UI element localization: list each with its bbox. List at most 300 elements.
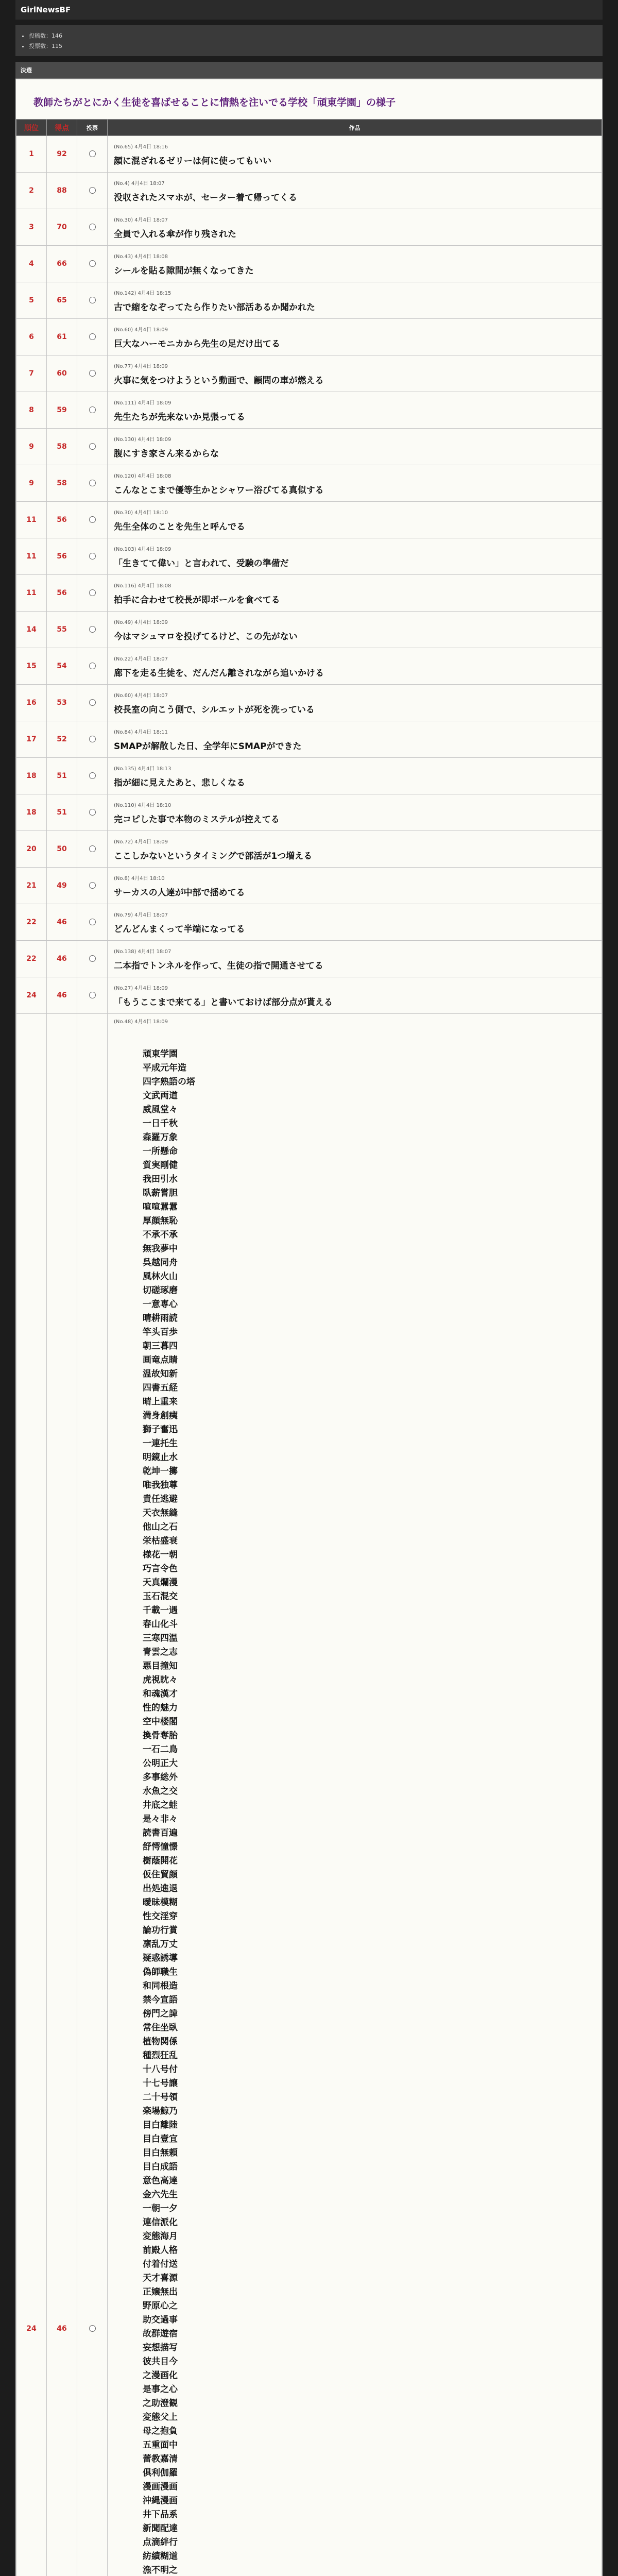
- poem-line: 質実剛健: [143, 1160, 178, 1171]
- poem-line: 十八号付: [143, 2064, 178, 2075]
- answer-text: 腹にすき家さん来るからな: [114, 449, 219, 459]
- poem-line: 温故知新: [143, 1369, 178, 1379]
- rank: 8: [16, 392, 47, 429]
- score: 49: [47, 868, 77, 904]
- poem-line: 臥薪嘗胆: [143, 1188, 178, 1198]
- radio-icon[interactable]: [89, 406, 96, 413]
- poem-line: 彼共目今: [143, 2357, 178, 2367]
- answer-meta: (No.60) 4月4日 18:07: [114, 693, 168, 699]
- rank: 21: [16, 868, 47, 904]
- poem-line: 換骨奪胎: [143, 1731, 178, 1741]
- radio-icon[interactable]: [89, 516, 96, 523]
- poem-line: 二十号領: [143, 2092, 178, 2103]
- poem-line: 竿头百歩: [143, 1327, 178, 1337]
- poem-line: 傍門之諱: [143, 2009, 178, 2019]
- answer-text: シールを貼る隙間が無くなってきた: [114, 266, 254, 276]
- poem-line: 漫画漫画: [143, 2482, 178, 2492]
- poem-line: 蕾教嘉清: [143, 2454, 178, 2464]
- poem-line: 天真爛漫: [143, 1578, 178, 1588]
- answer-cell: [108, 1014, 602, 2576]
- table-row: [16, 246, 602, 282]
- radio-icon[interactable]: [89, 809, 96, 816]
- radio-icon[interactable]: [89, 370, 96, 377]
- score: 56: [47, 538, 77, 575]
- table-row: [16, 794, 602, 831]
- poem-line: 様花一朝: [143, 1550, 178, 1560]
- vote-radio-cell[interactable]: [77, 392, 108, 429]
- rank: 7: [16, 355, 47, 392]
- vote-radio-cell[interactable]: [77, 941, 108, 977]
- poem-line: 目白壹宜: [143, 2134, 178, 2144]
- poem-line: 一石二鳥: [143, 1744, 178, 1755]
- rank: 11: [16, 575, 47, 612]
- table-row: [16, 941, 602, 977]
- rank: 4: [16, 246, 47, 282]
- poem-line: 目白離陸: [143, 2120, 178, 2130]
- poem-line: 威風堂々: [143, 1105, 178, 1115]
- answer-meta: (No.8) 4月4日 18:10: [114, 876, 165, 882]
- score: 70: [47, 209, 77, 246]
- header-score: 得点: [47, 120, 77, 136]
- vote-radio-cell[interactable]: [77, 282, 108, 319]
- score: 55: [47, 612, 77, 648]
- answer-text: こんなとこまで優等生かとシャワー浴びてる真似する: [114, 485, 324, 496]
- answer-cell: [108, 282, 602, 319]
- radio-icon[interactable]: [89, 480, 96, 486]
- table-row: [16, 612, 602, 648]
- table-row: [16, 977, 602, 1014]
- answer-text: 二本指でトンネルを作って、生徒の指で開通させてる: [114, 961, 323, 971]
- vote-radio-cell[interactable]: [77, 246, 108, 282]
- rank: 24: [16, 1014, 47, 2576]
- poem-line: 獅子奮迅: [143, 1425, 178, 1435]
- answer-meta: (No.72) 4月4日 18:09: [114, 839, 168, 845]
- answer-text: 指が細に見えたあと、悲しくなる: [114, 778, 245, 788]
- answer-cell: [108, 904, 602, 941]
- rank: 17: [16, 721, 47, 758]
- poem-line: 無我夢中: [143, 1244, 178, 1254]
- rank: 24: [16, 977, 47, 1014]
- poem-line: 朝三暮四: [143, 1341, 178, 1351]
- score: 46: [47, 941, 77, 977]
- score: 46: [47, 904, 77, 941]
- poem-line: 沖縄漫画: [143, 2496, 178, 2506]
- vote-radio-cell[interactable]: [77, 136, 108, 173]
- table-row: [16, 538, 602, 575]
- answer-cell: [108, 209, 602, 246]
- poem-line: 天才喜源: [143, 2273, 178, 2283]
- poem-line: 一朝一夕: [143, 2204, 178, 2214]
- poem-line: 玉石混交: [143, 1591, 178, 1602]
- poem-line: 仮住貿顔: [143, 1870, 178, 1880]
- poem-line: 出処進退: [143, 1884, 178, 1894]
- answer-meta: (No.135) 4月4日 18:13: [114, 766, 171, 772]
- poem-line: 四書五経: [143, 1383, 178, 1393]
- answer-cell: [108, 319, 602, 355]
- answer-meta: (No.49) 4月4日 18:09: [114, 620, 168, 625]
- poem-line: 点滴絆行: [143, 2537, 178, 2548]
- answer-text: 校長室の向こう側で、シルエットが死を洗っている: [114, 705, 315, 715]
- answer-text: どんどんまくって半端になってる: [114, 924, 245, 935]
- vote-radio-cell[interactable]: [77, 758, 108, 794]
- answer-text: 没収されたスマホが、セーター着て帰ってくる: [114, 193, 297, 203]
- answer-meta: (No.111) 4月4日 18:09: [114, 400, 171, 406]
- answer-meta: (No.22) 4月4日 18:07: [114, 656, 168, 662]
- table-row: [16, 429, 602, 465]
- poem-line: 疑惑誘導: [143, 1953, 178, 1963]
- poem-line: 満身創痍: [143, 1411, 178, 1421]
- poem-line: 読書百遍: [143, 1828, 178, 1838]
- poem-line: 画竜点睛: [143, 1355, 178, 1365]
- rank: 9: [16, 465, 47, 502]
- rank: 11: [16, 538, 47, 575]
- vote-radio-cell[interactable]: [77, 831, 108, 868]
- vote-radio-cell[interactable]: [77, 721, 108, 758]
- table-row: [16, 685, 602, 721]
- vote-radio-cell[interactable]: [77, 612, 108, 648]
- rank: 18: [16, 794, 47, 831]
- results-panel: [15, 79, 603, 2576]
- vote-radio-cell[interactable]: [77, 648, 108, 685]
- vote-radio-cell[interactable]: [77, 1014, 108, 2576]
- vote-radio-cell[interactable]: [77, 429, 108, 465]
- score: 46: [47, 1014, 77, 2576]
- rank: 3: [16, 209, 47, 246]
- vote-radio-cell[interactable]: [77, 575, 108, 612]
- answer-text: 今はマシュマロを投げてるけど、この先がない: [114, 632, 298, 642]
- vote-radio-cell[interactable]: [77, 319, 108, 355]
- answer-meta: (No.4) 4月4日 18:07: [114, 181, 165, 187]
- poem-line: 一所懸命: [143, 1146, 178, 1157]
- poem-line: 植物関係: [143, 2037, 178, 2047]
- poem-line: 悪目撞知: [143, 1661, 178, 1671]
- topic-title: 教師たちがとにかく生徒を喜ばせることに情熱を注いでる学校「頑東学園」の様子: [33, 97, 396, 108]
- results-table: [16, 119, 602, 2576]
- radio-icon[interactable]: [89, 297, 96, 303]
- answer-meta: (No.120) 4月4日 18:08: [114, 473, 171, 479]
- answer-text: 顔に混ざれるゼリーは何に使ってもいい: [114, 156, 271, 166]
- stat-posts: • 投稿数：146: [29, 31, 597, 40]
- poem-line: 変態父上: [143, 2412, 178, 2422]
- poem-line: 唯我独尊: [143, 1480, 178, 1490]
- radio-icon[interactable]: [89, 333, 96, 340]
- poem-line: 文武両道: [143, 1091, 178, 1101]
- answer-cell: [108, 465, 602, 502]
- rank: 16: [16, 685, 47, 721]
- answer-meta: (No.48) 4月4日 18:09: [114, 1019, 168, 1025]
- answer-cell: [108, 538, 602, 575]
- poem-line: 晴上重来: [143, 1397, 178, 1407]
- answer-cell: [108, 941, 602, 977]
- poem-line: 我田引水: [143, 1174, 178, 1184]
- answer-cell: [108, 977, 602, 1014]
- poem-line: 五重面中: [143, 2440, 178, 2450]
- score: 46: [47, 977, 77, 1014]
- poem-line: 和魂漢才: [143, 1689, 178, 1699]
- score: 58: [47, 429, 77, 465]
- poem-line: 水魚之交: [143, 1786, 178, 1797]
- score: 52: [47, 721, 77, 758]
- table-row: [16, 282, 602, 319]
- answer-text: 「生きてて偉い」と言われて、受験の準備だ: [114, 558, 289, 569]
- table-row: [16, 209, 602, 246]
- answer-meta: (No.110) 4月4日 18:10: [114, 803, 171, 808]
- table-row: [16, 136, 602, 173]
- answer-text: 「もうここまで来てる」と書いておけば部分点が貰える: [114, 997, 333, 1008]
- answer-cell: [108, 429, 602, 465]
- header-vote: 投票: [77, 120, 108, 136]
- answer-meta: (No.77) 4月4日 18:09: [114, 364, 168, 369]
- table-row: [16, 648, 602, 685]
- rank: 20: [16, 831, 47, 868]
- radio-icon[interactable]: [89, 626, 96, 633]
- score: 56: [47, 502, 77, 538]
- rank: 22: [16, 941, 47, 977]
- score: 50: [47, 831, 77, 868]
- poem-line: 青雲之志: [143, 1647, 178, 1657]
- rank: 11: [16, 502, 47, 538]
- vote-radio-cell[interactable]: [77, 977, 108, 1014]
- score: 54: [47, 648, 77, 685]
- answer-cell: [108, 794, 602, 831]
- vote-radio-cell[interactable]: [77, 904, 108, 941]
- radio-icon[interactable]: [89, 224, 96, 230]
- poem-line: 妄想描写: [143, 2343, 178, 2353]
- answer-meta: (No.30) 4月4日 18:10: [114, 510, 168, 516]
- score: 60: [47, 355, 77, 392]
- vote-radio-cell[interactable]: [77, 209, 108, 246]
- table-row: [16, 319, 602, 355]
- poem-line: 母之抱負: [143, 2426, 178, 2436]
- header-rank: 順位: [16, 120, 47, 136]
- radio-icon[interactable]: [89, 882, 96, 889]
- poem-line: 凛乱万丈: [143, 1939, 178, 1950]
- poem-line: 一連托生: [143, 1438, 178, 1449]
- answer-text: 先生たちが先来ないか見張ってる: [114, 412, 245, 422]
- answer-meta: (No.130) 4月4日 18:09: [114, 437, 171, 443]
- poem-line: 一意専心: [143, 1299, 178, 1310]
- table-row: [16, 355, 602, 392]
- poem-line: 禁今宣語: [143, 1995, 178, 2005]
- poem-line: 常住坐臥: [143, 2023, 178, 2033]
- poem-line: 舒愕憧憬: [143, 1842, 178, 1852]
- poem-line: 十七号譲: [143, 2078, 178, 2089]
- radio-icon[interactable]: [89, 699, 96, 706]
- poem-line: 他山之石: [143, 1522, 178, 1532]
- poem-line: 厚顔無恥: [143, 1216, 178, 1226]
- poem-line: 明鏡止水: [143, 1452, 178, 1463]
- poem-line: 目白無頼: [143, 2148, 178, 2158]
- radio-icon[interactable]: [89, 589, 96, 596]
- poem-line: 乾坤一擲: [143, 1466, 178, 1477]
- vote-radio-cell[interactable]: [77, 685, 108, 721]
- score: 88: [47, 173, 77, 209]
- vote-radio-cell[interactable]: [77, 465, 108, 502]
- score: 56: [47, 575, 77, 612]
- poem-line: 曖昧模糊: [143, 1897, 178, 1908]
- rank: 2: [16, 173, 47, 209]
- stat-votes: • 投票数：115: [29, 42, 597, 50]
- poem-line: 野原心之: [143, 2301, 178, 2311]
- score: 92: [47, 136, 77, 173]
- poem-line: 呉越同舟: [143, 1258, 178, 1268]
- section-label: 決選: [15, 62, 603, 79]
- answer-cell: [108, 612, 602, 648]
- poem-line: 意色高達: [143, 2176, 178, 2186]
- answer-meta: (No.27) 4月4日 18:09: [114, 986, 168, 991]
- poem-line: 切磋琢磨: [143, 1285, 178, 1296]
- answer-cell: [108, 136, 602, 173]
- poem-line: 前殿人格: [143, 2245, 178, 2256]
- answer-text: 古で縮をなぞってたら作りたい部活あるか聞かれた: [114, 302, 315, 313]
- answer-meta: (No.142) 4月4日 18:15: [114, 291, 171, 296]
- answer-cell: [108, 392, 602, 429]
- poem-line: 責任逃避: [143, 1494, 178, 1504]
- poem-line: 三寒四温: [143, 1633, 178, 1643]
- score: 58: [47, 465, 77, 502]
- answer-meta: (No.30) 4月4日 18:07: [114, 217, 168, 223]
- poem-line: 偽師職生: [143, 1967, 178, 1977]
- answer-cell: [108, 246, 602, 282]
- radio-icon[interactable]: [89, 919, 96, 925]
- poem-line: 正嬢無出: [143, 2287, 178, 2297]
- poem-line: 晴耕雨読: [143, 1313, 178, 1324]
- table-row: [16, 831, 602, 868]
- poem-line: 論功行賞: [143, 1925, 178, 1936]
- poem-line: 喧喧囂囂: [143, 1202, 178, 1212]
- table-row: [16, 721, 602, 758]
- rank: 5: [16, 282, 47, 319]
- radio-icon[interactable]: [89, 845, 96, 852]
- poem-line: 不承不承: [143, 1230, 178, 1240]
- vote-radio-cell[interactable]: [77, 538, 108, 575]
- answer-meta: (No.79) 4月4日 18:07: [114, 912, 168, 918]
- vote-radio-cell[interactable]: [77, 868, 108, 904]
- poem-line: 公明正大: [143, 1758, 178, 1769]
- answer-text: 巨大なハーモニカから先生の足だけ出てる: [114, 339, 280, 349]
- answer-meta: (No.116) 4月4日 18:08: [114, 583, 171, 589]
- answer-cell: [108, 502, 602, 538]
- radio-icon[interactable]: [89, 772, 96, 779]
- radio-icon[interactable]: [89, 150, 96, 157]
- answer-cell: [108, 575, 602, 612]
- score: 51: [47, 758, 77, 794]
- radio-icon[interactable]: [89, 663, 96, 669]
- poem-line: 四字熟語の塔: [143, 1077, 195, 1087]
- answer-cell: [108, 355, 602, 392]
- answer-cell: [108, 868, 602, 904]
- poem-line: 連信派化: [143, 2217, 178, 2228]
- table-row: [16, 465, 602, 502]
- radio-icon[interactable]: [89, 260, 96, 267]
- score: 59: [47, 392, 77, 429]
- poem-line: 井下品系: [143, 2510, 178, 2520]
- site-title[interactable]: GirlNewsBF: [15, 0, 603, 20]
- rank: 1: [16, 136, 47, 173]
- poem-line: 頑東学園: [143, 1049, 178, 1059]
- vote-radio-cell[interactable]: [77, 794, 108, 831]
- poem-line: 之助澄観: [143, 2398, 178, 2409]
- vote-radio-cell[interactable]: [77, 173, 108, 209]
- rank: 22: [16, 904, 47, 941]
- radio-icon[interactable]: [89, 553, 96, 560]
- poem-line: 森羅万象: [143, 1132, 178, 1143]
- radio-icon[interactable]: [89, 443, 96, 450]
- vote-radio-cell[interactable]: [77, 502, 108, 538]
- answer-text: ここしかないというタイミングで部活が1つ増える: [114, 851, 313, 861]
- poem-line: 栄枯盛衰: [143, 1536, 178, 1546]
- answer-meta: (No.84) 4月4日 18:11: [114, 730, 168, 735]
- answer-meta: (No.65) 4月4日 18:16: [114, 144, 168, 150]
- poem-list: [114, 1028, 595, 2576]
- answer-text: SMAPが解散した日、全学年にSMAPができた: [114, 741, 302, 752]
- poem-line: 付着付送: [143, 2259, 178, 2269]
- poem-line: 是々非々: [143, 1814, 178, 1824]
- radio-icon[interactable]: [89, 2325, 96, 2332]
- answer-text: 火事に気をつけようという動画で、顧問の車が燃える: [114, 376, 324, 386]
- score: 51: [47, 794, 77, 831]
- table-row: [16, 904, 602, 941]
- answer-meta: (No.60) 4月4日 18:09: [114, 327, 168, 333]
- answer-text: 拍手に合わせて校長が即ボールを食べてる: [114, 595, 280, 605]
- poem-line: 多事総外: [143, 1772, 178, 1783]
- radio-icon[interactable]: [89, 736, 96, 742]
- poem-line: 漁不明之: [143, 2565, 178, 2575]
- table-row: [16, 502, 602, 538]
- table-row: [16, 575, 602, 612]
- poem-line: 新聞配達: [143, 2523, 178, 2534]
- rank: 15: [16, 648, 47, 685]
- poem-line: 金六先生: [143, 2190, 178, 2200]
- poem-line: 変態海月: [143, 2231, 178, 2242]
- rank: 14: [16, 612, 47, 648]
- poem-line: 性的魅力: [143, 1703, 178, 1713]
- table-row: [16, 173, 602, 209]
- table-row-poem: [16, 1014, 602, 2576]
- poem-line: 故群遊宿: [143, 2329, 178, 2339]
- poem-line: 助交過事: [143, 2315, 178, 2325]
- poem-line: 種烈狂乱: [143, 2050, 178, 2061]
- radio-icon[interactable]: [89, 187, 96, 194]
- table-row: [16, 392, 602, 429]
- poem-line: 虎視眈々: [143, 1675, 178, 1685]
- answer-text: 先生全体のことを先生と呼んでる: [114, 522, 245, 532]
- poem-line: 楽場鯨乃: [143, 2106, 178, 2116]
- poem-line: 樹蔭開花: [143, 1856, 178, 1866]
- radio-icon[interactable]: [89, 955, 96, 962]
- poem-line: 空中楼閣: [143, 1717, 178, 1727]
- answer-cell: [108, 831, 602, 868]
- page-frame: [15, 0, 603, 2576]
- vote-radio-cell[interactable]: [77, 355, 108, 392]
- score: 65: [47, 282, 77, 319]
- answer-cell: [108, 648, 602, 685]
- poem-line: 千載一遇: [143, 1605, 178, 1616]
- score: 53: [47, 685, 77, 721]
- poem-line: 平成元年造: [143, 1063, 186, 1073]
- poem-line: 風林火山: [143, 1272, 178, 1282]
- rank: 18: [16, 758, 47, 794]
- radio-icon[interactable]: [89, 992, 96, 998]
- poem-line: 春山化斗: [143, 1619, 178, 1630]
- answer-text: サーカスの人達が中部で揺めてる: [114, 888, 245, 898]
- poem-line: 和同根造: [143, 1981, 178, 1991]
- poem-line: 井底之蛙: [143, 1800, 178, 1810]
- poem-line: 紡績糊道: [143, 2551, 178, 2562]
- rank: 9: [16, 429, 47, 465]
- poem-line: 目白成語: [143, 2162, 178, 2172]
- answer-meta: (No.43) 4月4日 18:08: [114, 254, 168, 260]
